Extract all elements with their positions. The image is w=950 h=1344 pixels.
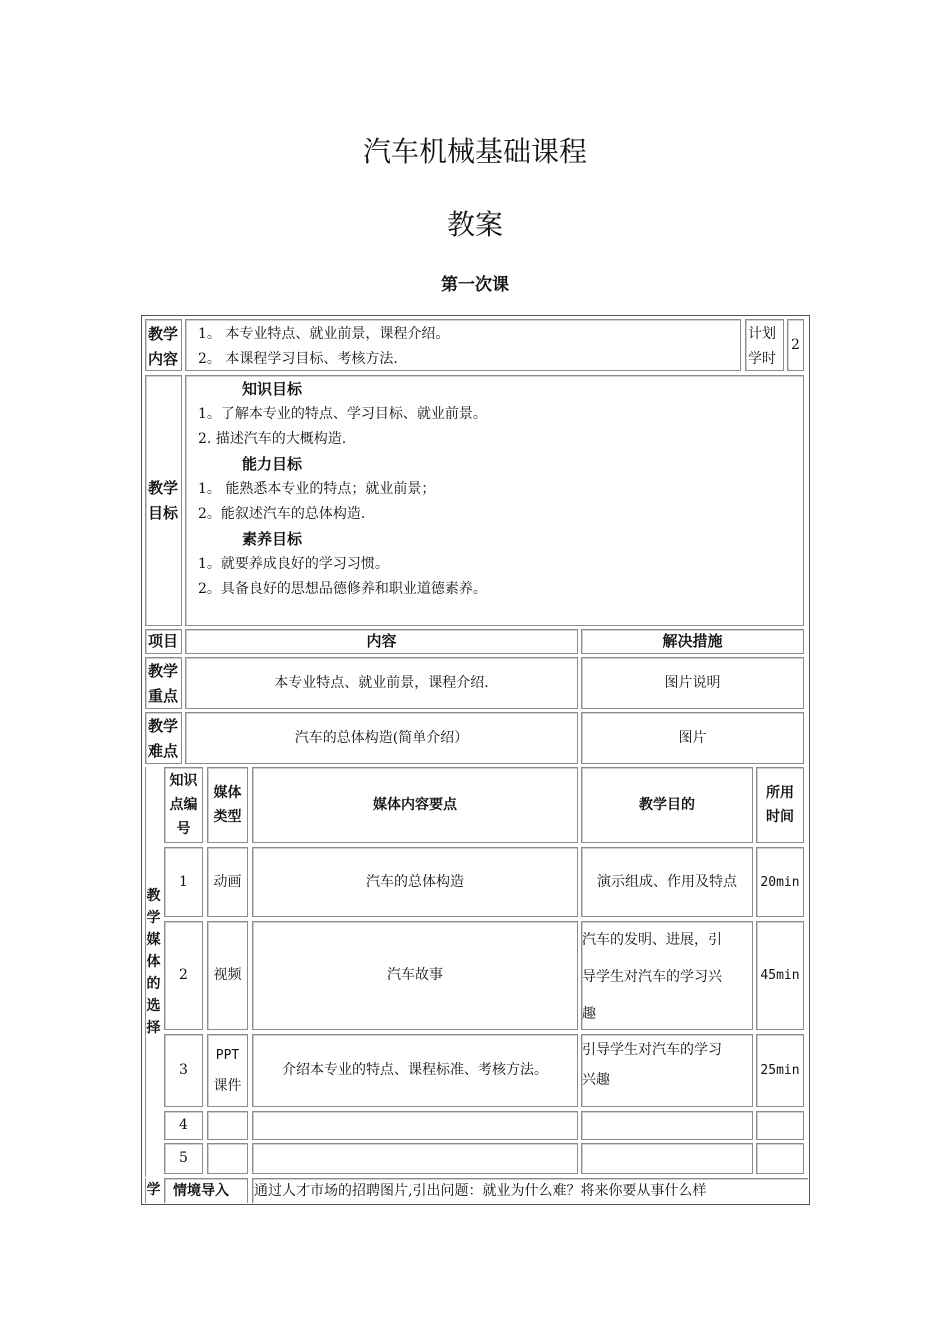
difficult-point-solution: 图片: [581, 712, 804, 764]
header-solution: 解决措施: [581, 629, 804, 654]
content-item: 2。 本课程学习目标、考核方法.: [198, 351, 398, 367]
media-row-purpose: 汽车的发明、进展，引 导学生对汽车的学习兴 趣: [581, 921, 753, 1030]
media-row-purpose: 演示组成、作用及特点: [581, 847, 753, 917]
media-row-no: 5: [164, 1143, 203, 1174]
media-row-points: [252, 1143, 578, 1174]
document-title: 汽车机械基础课程: [362, 135, 587, 168]
knowledge-title: 知识目标: [242, 380, 303, 398]
quality-title: 素养目标: [242, 530, 303, 548]
intro-label: 情境导入: [164, 1178, 248, 1203]
media-row-time: 25min: [756, 1034, 804, 1107]
media-row-time: [756, 1111, 804, 1140]
media-row-type: [207, 1143, 248, 1174]
key-point-label: 教学 重点: [145, 657, 182, 709]
media-row-points: [252, 1111, 578, 1140]
objective-item: 1。了解本专业的特点、学习目标、就业前景。: [198, 406, 487, 422]
media-row-points: 汽车故事: [252, 921, 578, 1030]
media-row-type: 视频: [207, 921, 248, 1030]
document-subtitle: 教案: [446, 208, 503, 241]
media-row-no: 1: [164, 847, 203, 917]
media-row-type: 动画: [207, 847, 248, 917]
lesson-label: 第一次课: [441, 275, 509, 295]
media-row-type: [207, 1111, 248, 1140]
header-content: 内容: [185, 629, 578, 654]
planned-hours-value: 2: [787, 319, 804, 371]
planned-hours-label: 计划 学时: [745, 319, 784, 371]
ability-title: 能力目标: [242, 455, 303, 473]
media-header-points: 媒体内容要点: [252, 767, 578, 843]
key-point-content: 本专业特点、就业前景，课程介绍.: [185, 657, 578, 709]
content-items-cell: [185, 319, 741, 371]
media-row-time: 20min: [756, 847, 804, 917]
media-section-label: 教 学 媒 体 的 选 择: [145, 767, 161, 1177]
media-row-points: 汽车的总体构造: [252, 847, 578, 917]
media-row-type: PPT 课件: [207, 1034, 248, 1107]
content-item: 1。 本专业特点、就业前景，课程介绍。: [198, 326, 450, 342]
media-header-no: 知识 点编 号: [164, 767, 203, 843]
media-row-no: 4: [164, 1111, 203, 1140]
objectives-label-cell: 教学 目标: [145, 375, 182, 626]
content-label-cell: 教学 内容: [145, 319, 182, 371]
objective-item: 2。具备良好的思想品德修养和职业道德素养。: [198, 581, 487, 597]
objectives-cell: [185, 375, 804, 626]
objective-item: 2。能叙述汽车的总体构造.: [198, 506, 366, 522]
media-row-no: 2: [164, 921, 203, 1030]
process-side-label: 学: [145, 1178, 161, 1203]
difficult-point-label: 教学 难点: [145, 712, 182, 764]
objective-item: 1。就要养成良好的学习习惯。: [198, 556, 389, 572]
media-header-time: 所用 时间: [756, 767, 804, 843]
media-row-purpose: [581, 1111, 753, 1140]
difficult-point-content: 汽车的总体构造(简单介绍）: [185, 712, 578, 764]
media-header-type: 媒体 类型: [207, 767, 248, 843]
media-row-no: 3: [164, 1034, 203, 1107]
media-row-points: 介绍本专业的特点、课程标准、考核方法。: [252, 1034, 578, 1107]
media-row-time: [756, 1143, 804, 1174]
media-row-purpose: 引导学生对汽车的学习 兴趣: [581, 1034, 753, 1107]
intro-text: 通过人才市场的招聘图片,引出问题：就业为什么难？将来你要从事什么样: [252, 1178, 808, 1203]
header-item: 项目: [145, 629, 182, 654]
media-header-purpose: 教学目的: [581, 767, 753, 843]
media-row-time: 45min: [756, 921, 804, 1030]
objective-item: 2. 描述汽车的大概构造.: [198, 431, 347, 447]
key-point-solution: 图片说明: [581, 657, 804, 709]
media-row-purpose: [581, 1143, 753, 1174]
objective-item: 1。 能熟悉本专业的特点；就业前景；: [198, 481, 436, 497]
